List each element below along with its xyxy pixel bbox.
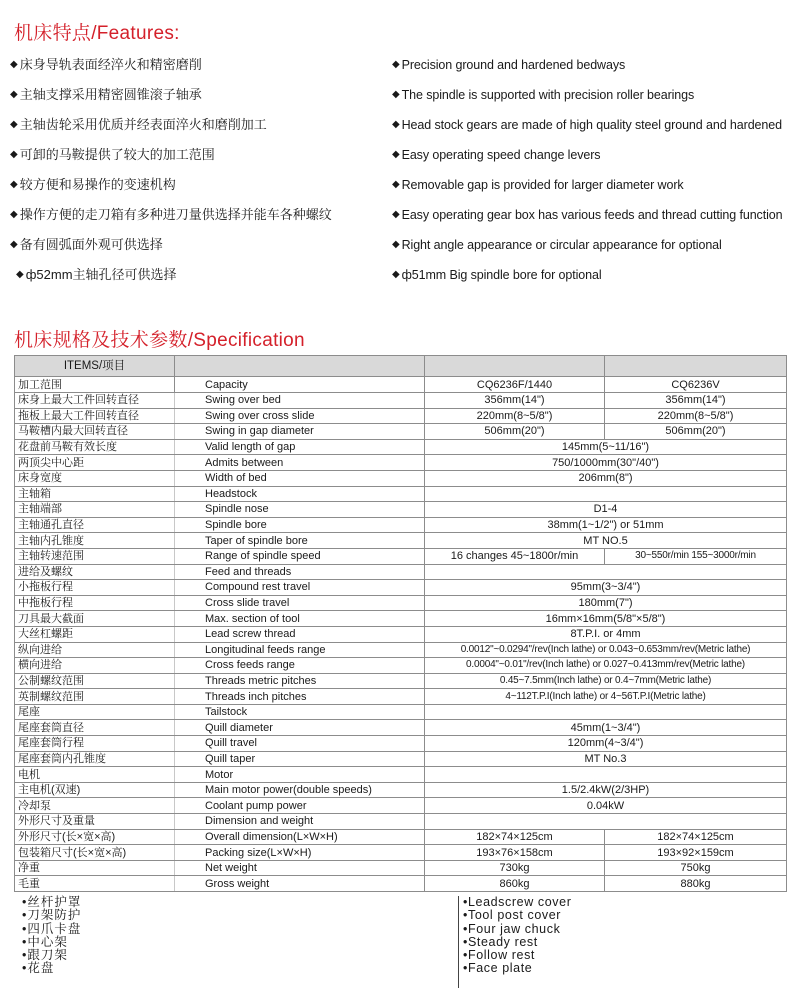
table-row	[15, 658, 787, 674]
feature-item-cn	[10, 146, 390, 176]
row-en-label: Quill taper	[175, 751, 425, 767]
row-value-model-a: 860kg	[425, 876, 605, 892]
row-en-label: Tailstock	[175, 704, 425, 720]
feature-text: Precision ground and hardened bedways	[401, 58, 626, 72]
table-row	[15, 408, 787, 424]
accessory-item-cn: •四爪卡盘	[22, 921, 82, 936]
specification-title: 机床规格及技术参数/Specification	[14, 330, 305, 351]
table-row	[15, 626, 787, 642]
header-blank	[605, 356, 787, 377]
row-value	[425, 704, 787, 720]
feature-item-en	[392, 86, 792, 116]
row-en-label: Longitudinal feeds range	[175, 642, 425, 658]
model-b-header: CQ6236V	[605, 377, 787, 393]
table-row	[15, 860, 787, 876]
feature-item-cn	[10, 86, 390, 116]
feature-item-cn	[10, 236, 390, 266]
feature-text: The spindle is supported with precision roller bearings	[401, 88, 695, 102]
row-cn-label: 床身宽度	[15, 470, 175, 486]
row-value: 0.0004"~0.01"/rev(Inch lathe) or 0.027~0.413mm/rev(Metric lathe)	[425, 658, 787, 674]
row-en-label: Lead screw thread	[175, 626, 425, 642]
row-cn-label: 外形尺寸及重量	[15, 814, 175, 830]
row-cn-label: 电机	[15, 767, 175, 783]
row-value-model-b: 506mm(20")	[605, 424, 787, 440]
row-en-label: Compound rest travel	[175, 580, 425, 596]
row-value-model-b: 30~550r/min 155~3000r/min	[605, 548, 787, 564]
table-row	[15, 580, 787, 596]
table-row	[15, 798, 787, 814]
diamond-bullet-icon: ◆	[10, 239, 18, 250]
table-row	[15, 533, 787, 549]
feature-text: Easy operating speed change levers	[401, 148, 601, 162]
row-cn-label: 主电机(双速)	[15, 782, 175, 798]
row-value-model-a: 730kg	[425, 860, 605, 876]
row-cn-label: 主轴箱	[15, 486, 175, 502]
accessory-item-cn: •花盘	[22, 961, 55, 976]
feature-text: ф52mm主轴孔径可供选择	[25, 267, 177, 282]
diamond-bullet-icon: ◆	[392, 179, 400, 190]
row-cn-label: 拖板上最大工件回转直径	[15, 408, 175, 424]
row-en-label: Spindle nose	[175, 502, 425, 518]
diamond-bullet-icon: ◆	[392, 239, 400, 250]
feature-text: 操作方便的走刀箱有多种进刀量供选择并能车各种螺纹	[19, 207, 332, 222]
table-row	[15, 595, 787, 611]
row-value: 0.45~7.5mm(Inch lathe) or 0.4~7mm(Metric lathe)	[425, 673, 787, 689]
table-row	[15, 486, 787, 502]
accessory-item-cn: •中心架	[22, 934, 68, 949]
row-value-model-a: 356mm(14")	[425, 393, 605, 409]
accessory-item-en: •Tool post cover	[463, 908, 562, 923]
feature-item-cn	[10, 56, 390, 86]
row-value: 95mm(3~3/4")	[425, 580, 787, 596]
table-row	[15, 377, 787, 393]
row-cn-label: 主轴内孔锥度	[15, 533, 175, 549]
items-header: ITEMS/项目	[15, 356, 175, 377]
table-row	[15, 876, 787, 892]
feature-text: 备有圆弧面外观可供选择	[19, 237, 163, 252]
diamond-bullet-icon: ◆	[10, 119, 18, 130]
feature-item-en	[392, 116, 792, 146]
row-en-label: Dimension and weight	[175, 814, 425, 830]
table-row	[15, 455, 787, 471]
diamond-bullet-icon: ◆	[10, 89, 18, 100]
specification-table	[14, 355, 787, 892]
row-en-label: Packing size(L×W×H)	[175, 845, 425, 861]
feature-item-en	[392, 146, 792, 176]
row-cn-label: 公制螺纹范围	[15, 673, 175, 689]
row-cn-label: 花盘前马鞍有效长度	[15, 439, 175, 455]
row-cn-label: 主轴通孔直径	[15, 517, 175, 533]
row-value: 38mm(1~1/2") or 51mm	[425, 517, 787, 533]
row-cn-label: 冷却泵	[15, 798, 175, 814]
row-en-label: Quill travel	[175, 736, 425, 752]
diamond-bullet-icon: ◆	[392, 269, 400, 280]
row-value-model-b: 220mm(8~5/8")	[605, 408, 787, 424]
row-cn-label: 纵向进给	[15, 642, 175, 658]
feature-text: 主轴支撑采用精密圆锥滚子轴承	[19, 87, 202, 102]
row-value: MT NO.5	[425, 533, 787, 549]
features-cn-list	[10, 56, 390, 296]
table-row	[15, 517, 787, 533]
diamond-bullet-icon: ◆	[16, 269, 24, 280]
row-en-label: Range of spindle speed	[175, 548, 425, 564]
row-cn-label: 横向进给	[15, 658, 175, 674]
row-value	[425, 767, 787, 783]
row-cn-label: 外形尺寸(长×宽×高)	[15, 829, 175, 845]
row-cn-label: 主轴转速范围	[15, 548, 175, 564]
table-row	[15, 564, 787, 580]
row-cn-label: 加工范围	[15, 377, 175, 393]
row-value: 8T.P.I. or 4mm	[425, 626, 787, 642]
table-row	[15, 642, 787, 658]
accessory-item-cn: •跟刀架	[22, 948, 68, 963]
table-row	[15, 829, 787, 845]
row-en-label: Threads inch pitches	[175, 689, 425, 705]
diamond-bullet-icon: ◆	[392, 89, 400, 100]
feature-item-cn	[10, 116, 390, 146]
diamond-bullet-icon: ◆	[392, 59, 400, 70]
row-value-model-b: 880kg	[605, 876, 787, 892]
feature-text: 主轴齿轮采用优质并经表面淬火和磨削加工	[19, 117, 267, 132]
table-row	[15, 548, 787, 564]
accessory-item-cn: •刀架防护	[22, 908, 82, 923]
row-cn-label: 毛重	[15, 876, 175, 892]
row-en-label: Overall dimension(L×W×H)	[175, 829, 425, 845]
table-row	[15, 502, 787, 518]
table-row	[15, 424, 787, 440]
table-row	[15, 751, 787, 767]
feature-text: 床身导轨表面经淬火和精密磨削	[19, 57, 202, 72]
row-en-label: Swing over bed	[175, 393, 425, 409]
table-row	[15, 736, 787, 752]
row-cn-label: 中拖板行程	[15, 595, 175, 611]
row-value: MT No.3	[425, 751, 787, 767]
row-en-label: Swing over cross slide	[175, 408, 425, 424]
row-value: 45mm(1~3/4")	[425, 720, 787, 736]
table-header-row	[15, 356, 787, 377]
row-value-model-b: 193×92×159cm	[605, 845, 787, 861]
row-value-model-a: 16 changes 45~1800r/min	[425, 548, 605, 564]
header-blank	[175, 356, 425, 377]
diamond-bullet-icon: ◆	[10, 209, 18, 220]
row-en-label: Quill diameter	[175, 720, 425, 736]
row-en-label: Threads metric pitches	[175, 673, 425, 689]
row-en-label: Cross slide travel	[175, 595, 425, 611]
table-row	[15, 439, 787, 455]
row-en-label: Max. section of tool	[175, 611, 425, 627]
row-cn-label: 尾座	[15, 704, 175, 720]
diamond-bullet-icon: ◆	[392, 119, 400, 130]
table-row	[15, 814, 787, 830]
diamond-bullet-icon: ◆	[10, 59, 18, 70]
row-value-model-b: 182×74×125cm	[605, 829, 787, 845]
row-value-model-a: 506mm(20")	[425, 424, 605, 440]
row-cn-label: 尾座套筒行程	[15, 736, 175, 752]
accessory-item-en: •Leadscrew cover	[463, 895, 572, 909]
model-a-header: CQ6236F/1440	[425, 377, 605, 393]
row-en-label: Feed and threads	[175, 564, 425, 580]
accessory-item-en: •Steady rest	[463, 934, 538, 949]
row-value: 1.5/2.4kW(2/3HP)	[425, 782, 787, 798]
row-en-label: Taper of spindle bore	[175, 533, 425, 549]
diamond-bullet-icon: ◆	[392, 149, 400, 160]
feature-text: Removable gap is provided for larger diameter work	[401, 178, 684, 192]
row-value: D1-4	[425, 502, 787, 518]
table-row	[15, 704, 787, 720]
row-cn-label: 进给及螺纹	[15, 564, 175, 580]
row-en-label: Swing in gap diameter	[175, 424, 425, 440]
row-cn-label: 尾座套筒直径	[15, 720, 175, 736]
table-row	[15, 720, 787, 736]
feature-item-cn	[10, 206, 390, 236]
feature-text: Easy operating gear box has various feeds and thread cutting function	[401, 208, 783, 222]
feature-text: Right angle appearance or circular appearance for optional	[401, 238, 722, 252]
row-value: 4~112T.P.I(Inch lathe) or 4~56T.P.I(Metric lathe)	[425, 689, 787, 705]
feature-item-en	[392, 236, 792, 266]
row-en-label: Spindle bore	[175, 517, 425, 533]
row-cn-label: 床身上最大工件回转直径	[15, 393, 175, 409]
row-value-model-a: 182×74×125cm	[425, 829, 605, 845]
row-value: 750/1000mm(30"/40")	[425, 455, 787, 471]
row-value: 206mm(8")	[425, 470, 787, 486]
row-en-label: Width of bed	[175, 470, 425, 486]
feature-text: Head stock gears are made of high quality steel ground and hardened	[401, 118, 782, 132]
feature-item-en	[392, 56, 792, 86]
row-cn-label: 小拖板行程	[15, 580, 175, 596]
feature-item-en	[392, 176, 792, 206]
row-value: 16mm×16mm(5/8"×5/8")	[425, 611, 787, 627]
header-blank	[425, 356, 605, 377]
row-en-label: Capacity	[175, 377, 425, 393]
feature-item-cn	[10, 266, 390, 296]
row-value: 145mm(5~11/16")	[425, 439, 787, 455]
feature-item-cn	[10, 176, 390, 206]
row-en-label: Headstock	[175, 486, 425, 502]
row-cn-label: 主轴端部	[15, 502, 175, 518]
table-row	[15, 611, 787, 627]
features-en-list	[392, 56, 792, 296]
row-value	[425, 564, 787, 580]
diamond-bullet-icon: ◆	[392, 209, 400, 220]
accessory-item-en: •Four jaw chuck	[463, 921, 561, 936]
table-row	[15, 767, 787, 783]
feature-item-en	[392, 266, 792, 296]
row-en-label: Admits between	[175, 455, 425, 471]
accessory-item-en: •Face plate	[463, 961, 533, 976]
row-en-label: Motor	[175, 767, 425, 783]
row-cn-label: 两顶尖中心距	[15, 455, 175, 471]
accessories-en-list	[458, 896, 793, 988]
row-en-label: Main motor power(double speeds)	[175, 782, 425, 798]
row-en-label: Cross feeds range	[175, 658, 425, 674]
row-value-model-a: 220mm(8~5/8")	[425, 408, 605, 424]
row-value: 0.0012"~0.0294"/rev(Inch lathe) or 0.043~0.653mm/rev(Metric lathe)	[425, 642, 787, 658]
table-row	[15, 470, 787, 486]
row-en-label: Valid length of gap	[175, 439, 425, 455]
row-cn-label: 包装箱尺寸(长×宽×高)	[15, 845, 175, 861]
diamond-bullet-icon: ◆	[10, 149, 18, 160]
table-row	[15, 845, 787, 861]
row-cn-label: 净重	[15, 860, 175, 876]
row-value-model-a: 193×76×158cm	[425, 845, 605, 861]
table-row	[15, 673, 787, 689]
accessory-item-cn: •丝杆护罩	[22, 895, 82, 909]
accessories-cn-list	[22, 896, 442, 988]
accessory-item-en: •Follow rest	[463, 948, 536, 963]
row-en-label: Gross weight	[175, 876, 425, 892]
feature-item-en	[392, 206, 792, 236]
row-value: 180mm(7")	[425, 595, 787, 611]
row-en-label: Net weight	[175, 860, 425, 876]
feature-text: 可卸的马鞍提供了较大的加工范围	[19, 147, 215, 162]
table-row	[15, 393, 787, 409]
table-row	[15, 782, 787, 798]
table-row	[15, 689, 787, 705]
row-cn-label: 刀具最大截面	[15, 611, 175, 627]
row-cn-label: 尾座套筒内孔锥度	[15, 751, 175, 767]
row-value-model-b: 750kg	[605, 860, 787, 876]
row-cn-label: 马鞍槽内最大回转直径	[15, 424, 175, 440]
row-value: 0.04kW	[425, 798, 787, 814]
row-cn-label: 英制螺纹范围	[15, 689, 175, 705]
row-value-model-b: 356mm(14")	[605, 393, 787, 409]
row-cn-label: 大丝杠螺距	[15, 626, 175, 642]
row-en-label: Coolant pump power	[175, 798, 425, 814]
diamond-bullet-icon: ◆	[10, 179, 18, 190]
feature-text: 较方便和易操作的变速机构	[19, 177, 176, 192]
features-title: 机床特点/Features:	[14, 23, 180, 44]
row-value	[425, 486, 787, 502]
row-value	[425, 814, 787, 830]
feature-text: ф51mm Big spindle bore for optional	[401, 268, 602, 282]
row-value: 120mm(4~3/4")	[425, 736, 787, 752]
